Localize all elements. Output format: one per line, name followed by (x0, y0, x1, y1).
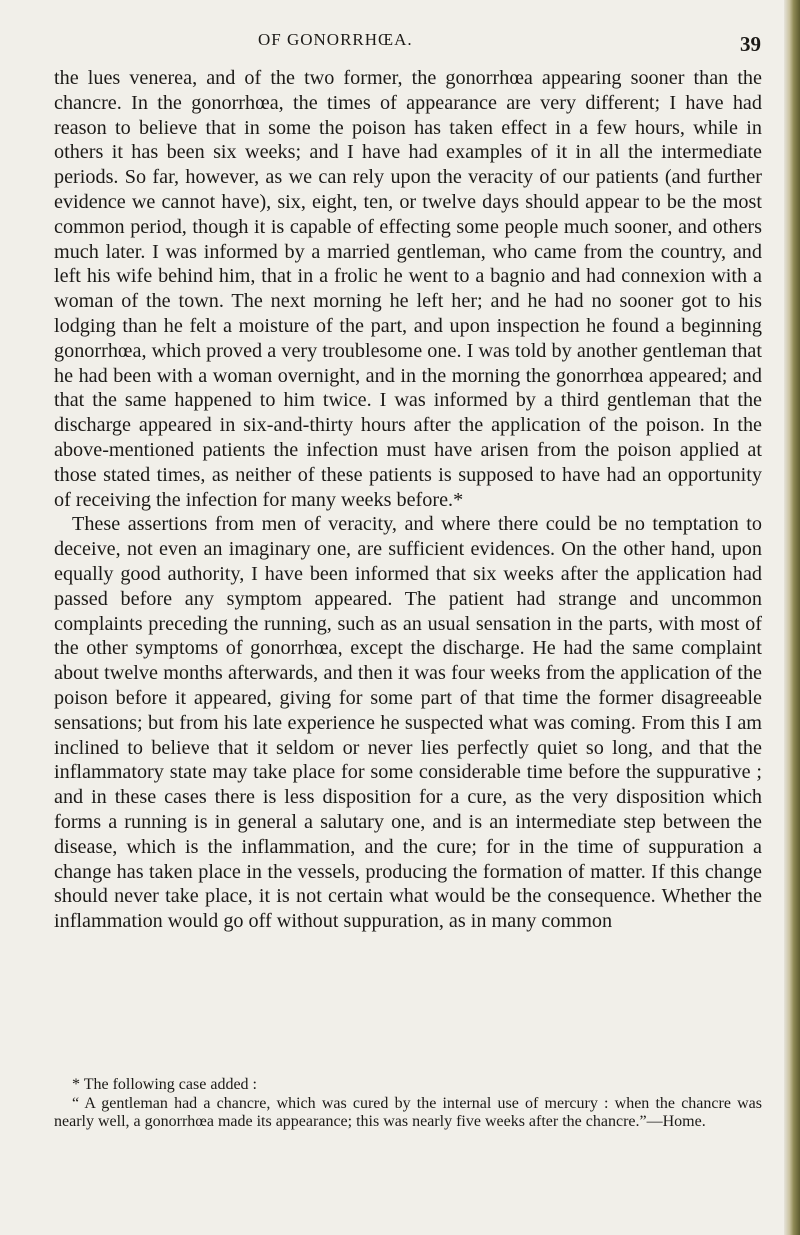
paragraph: These assertions from men of veracity, and where there could be no temptation to deceive, not even an imaginary one, are sufficient evidences. On the other hand, upon equally good authority, I have been informed that six weeks after the application had passed before any symptom appeared. The patient had strange and uncommon complaints preceding the running, such as an usual sensation in the parts, with most of the other symptoms of gonorrhœa, except the discharge. He had the same complaint about twelve months afterwards, and then it was four weeks from the application of the poison before it appeared, giving for some part of that time the former disagreeable sensations; but from his late experience he suspected what was coming. From this I am inclined to believe that it seldom or never lies perfectly quiet so long, and that the inflammatory state may take place for some considerable time before the suppurative ; and in these cases there is less disposition for a cure, as the very disposition which forms a running is in general a salutary one, and is an intermediate step between the disease, which is the inflammation, and the cure; for in the time of suppuration a change has taken place in the vessels, producing the formation of matter. If this change should never take place, it is not certain what would be the consequence. Whether the inflammation would go off without suppuration, as in many common (54, 513, 762, 933)
footnote-intro: * The following case added : (72, 1076, 257, 1093)
footnote (54, 1076, 762, 1132)
page-binding-edge (784, 0, 800, 1235)
body-text (54, 66, 762, 934)
page-number: 39 (740, 32, 761, 56)
footnote-text: “ A gentleman had a chancre, which was cured by the internal use of mercury : when the chancre was nearly well, a gonorrhœa made its appearance; this was nearly five weeks after the chancre.”—Home. (54, 1094, 762, 1131)
paragraph: the lues venerea, and of the two former, the gonorrhœa appearing sooner than the chancre. In the gonorrhœa, the times of appearance are very different; I have had reason to believe that in some the poison has taken effect in a few hours, while in others it has been six weeks; and I have had examples of it in all the intermediate periods. So far, however, as we can rely upon the veracity of our patients (and further evidence we cannot have), six, eight, ten, or twelve days should appear to be the most common period, though it is capable of effecting some people much sooner, and others much later. I was informed by a married gentleman, who came from the country, and left his wife behind him, that in a frolic he went to a bagnio and had connexion with a woman of the town. The next morning he left her; and he had no sooner got to his lodging than he felt a moisture of the part, and upon inspection he found a beginning gonorrhœa, which proved a very troublesome one. I was told by another gentleman that he had been with a woman overnight, and in the morning the gonorrhœa appeared; and that the same happened to him twice. I was informed by a third gentleman that the discharge appeared in six-and-thirty hours after the application of the poison. In the above-mentioned patients the infection must have arisen from the poison applied at those stated times, as neither of these patients is supposed to have had an opportunity of receiving the infection for many weeks before.* (54, 67, 762, 511)
running-header: OF GONORRHŒA. (258, 30, 413, 49)
